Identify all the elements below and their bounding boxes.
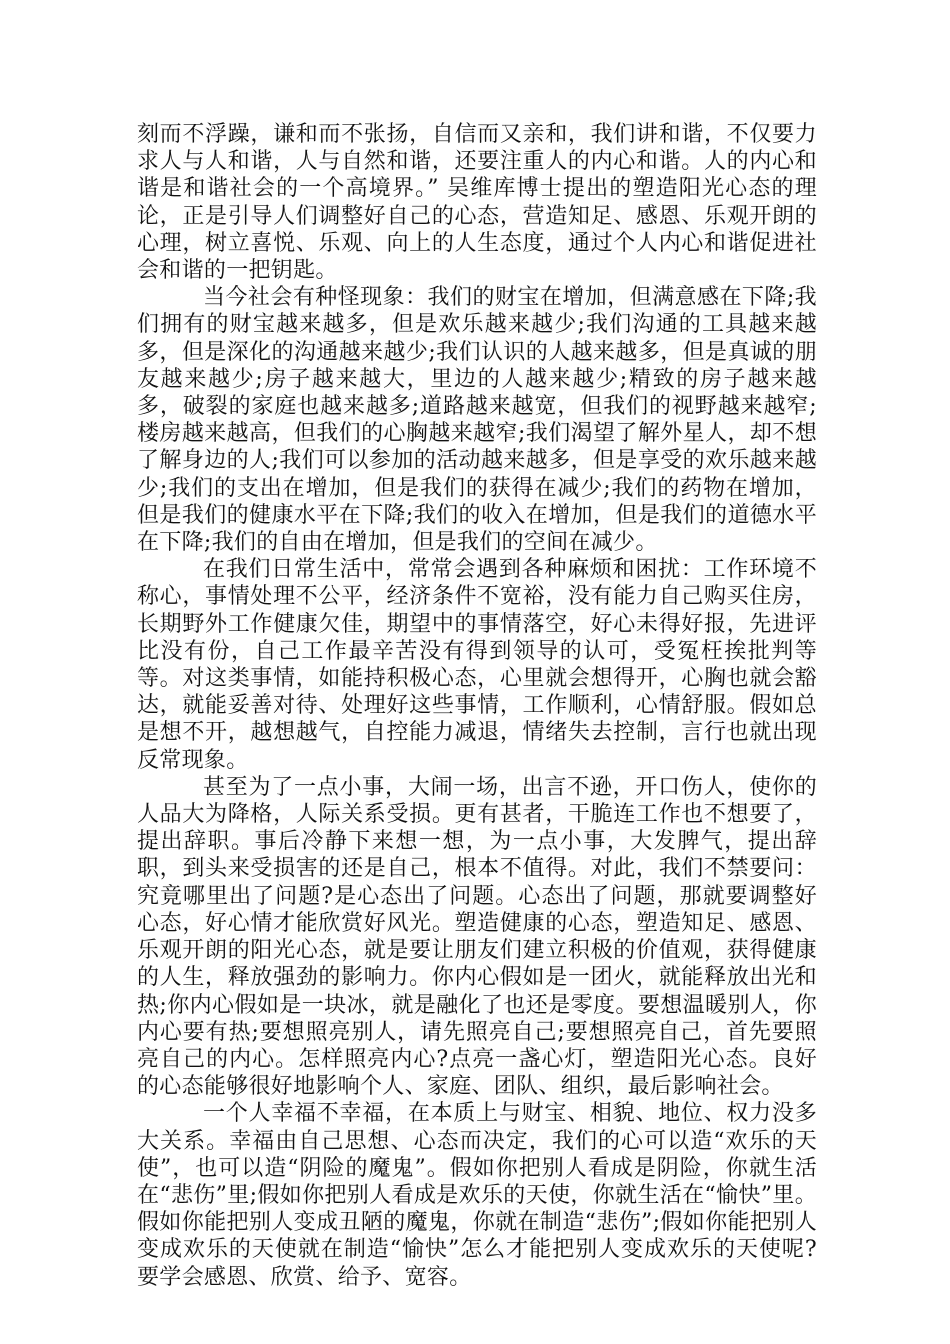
paragraph-2: 当今社会有种怪现象：我们的财宝在增加，但满意感在下降;我们拥有的财宝越来越多，但是欢乐越来越少;我们沟通的工具越来越多，但是深化的沟通越来越少;我们认识的人越来越多，但是真诚的朋友越来越少;房子越来越大，里边的人越来越少;精致的房子越来越多，破裂的家庭也越来越多;道路越来越宽，但我们的视野越来越窄;楼房越来越高，但我们的心胸越来越窄;我们渴望了解外星人，却不想了解身边的人;我们可以参加的活动越来越多，但是享受的欢乐越来越少;我们的支出在增加，但是我们的获得在减少;我们的药物在增加，但是我们的健康水平在下降;我们的收入在增加，但是我们的道德水平在下降;我们的自由在增加，但是我们的空间在减少。 <box>137 285 817 556</box>
paragraph-3: 在我们日常生活中，常常会遇到各种麻烦和困扰：工作环境不称心，事情处理不公平，经济条件不宽裕，没有能力自己购买住房，长期野外工作健康欠佳，期望中的事情落空，好心未得好报，先进评比没有份，自己工作最辛苦没有得到领导的认可，受冤枉挨批判等等。对这类事情，如能持积极心态，心里就会想得开，心胸也就会豁达，就能妥善对待、处理好这些事情，工作顺利，心情舒服。假如总是想不开，越想越气，自控能力减退，情绪失去控制，言行也就出现反常现象。 <box>137 557 817 773</box>
paragraph-1: 刻而不浮躁，谦和而不张扬，自信而又亲和，我们讲和谐，不仅要力求人与人和谐，人与自然和谐，还要注重人的内心和谐。人的内心和谐是和谐社会的一个高境界。” 吴维库博士提出的塑造阳光心态的理论，正是引导人们调整好自己的心态，营造知足、感恩、乐观开朗的心理，树立喜悦、乐观、向上的人生态度，通过个人内心和谐促进社会和谐的一把钥匙。 <box>137 122 817 284</box>
document-page <box>137 121 817 1291</box>
paragraph-4: 甚至为了一点小事，大闹一场，出言不逊，开口伤人，使你的人品大为降格，人际关系受损。更有甚者，干脆连工作也不想要了，提出辞职。事后冷静下来想一想，为一点小事，大发脾气，提出辞职，到头来受损害的还是自己，根本不值得。对此，我们不禁要问：究竟哪里出了问题?是心态出了问题。心态出了问题，那就要调整好心态，好心情才能欣赏好风光。塑造健康的心态，塑造知足、感恩、乐观开朗的阳光心态，就是要让朋友们建立积极的价值观，获得健康的人生，释放强劲的影响力。你内心假如是一团火，就能释放出光和热;你内心假如是一块冰，就是融化了也还是零度。要想温暖别人，你内心要有热;要想照亮别人，请先照亮自己;要想照亮自己，首先要照亮自己的内心。怎样照亮内心?点亮一盏心灯，塑造阳光心态。良好的心态能够很好地影响个人、家庭、团队、组织，最后影响社会。 <box>137 774 817 1100</box>
paragraph-5: 一个人幸福不幸福，在本质上与财宝、相貌、地位、权力没多大关系。幸福由自己思想、心态而决定，我们的心可以造“欢乐的天使”，也可以造“阴险的魔鬼”。假如你把别人看成是阴险，你就生活在“悲伤”里;假如你把别人看成是欢乐的天使，你就生活在“愉快”里。假如你能把别人变成丑陋的魔鬼，你就在制造“悲伤”;假如你能把别人变成欢乐的天使就在制造“愉快”怎么才能把别人变成欢乐的天使呢?要学会感恩、欣赏、给予、宽容。 <box>137 1101 817 1290</box>
